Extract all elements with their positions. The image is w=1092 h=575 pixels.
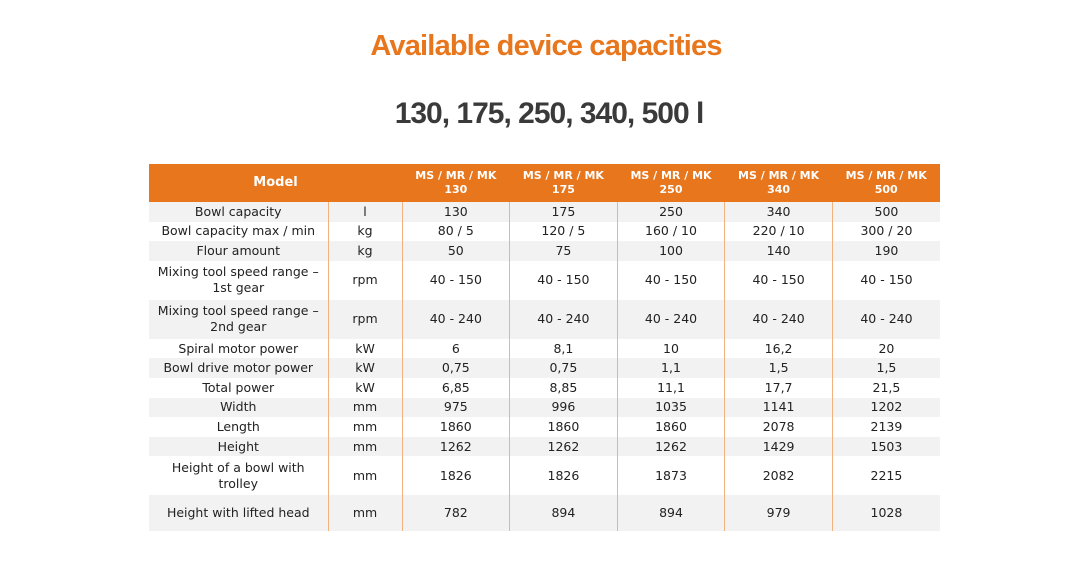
table-cell: 1860: [510, 417, 618, 437]
row-unit: kW: [328, 358, 402, 378]
table-row-width: [149, 398, 940, 418]
table-cell: 1,1: [617, 358, 725, 378]
row-unit: mm: [328, 398, 402, 418]
table-cell: 40 - 240: [402, 300, 510, 339]
table-cell: 2082: [725, 456, 833, 495]
row-label: Height: [149, 437, 328, 457]
model-header-175: [510, 164, 618, 202]
table-cell: 40 - 150: [725, 261, 833, 300]
table-cell: 40 - 150: [617, 261, 725, 300]
table-cell: 1860: [617, 417, 725, 437]
model-series: MS / MR / MK: [845, 169, 927, 182]
model-series: MS / MR / MK: [522, 169, 604, 182]
table-cell: 1429: [725, 437, 833, 457]
table-row-flour-amount: [149, 241, 940, 261]
row-label: Height with lifted head: [149, 495, 328, 531]
table-cell: 8,1: [510, 339, 618, 359]
model-header-340: [725, 164, 833, 202]
table-cell: 120 / 5: [510, 222, 618, 242]
table-cell: 1202: [832, 398, 940, 418]
table-cell: 300 / 20: [832, 222, 940, 242]
table-row-total-power: [149, 378, 940, 398]
row-unit: l: [328, 202, 402, 222]
row-unit: mm: [328, 495, 402, 531]
table-row-length: [149, 417, 940, 437]
table-cell: 1141: [725, 398, 833, 418]
row-unit: rpm: [328, 261, 402, 300]
table-row-speed-1st-gear: [149, 261, 940, 300]
table-cell: 1262: [617, 437, 725, 457]
table-cell: 500: [832, 202, 940, 222]
table-cell: 1826: [510, 456, 618, 495]
table-row-bowl-capacity: [149, 202, 940, 222]
table-cell: 40 - 240: [725, 300, 833, 339]
row-unit: kg: [328, 241, 402, 261]
table-cell: 0,75: [510, 358, 618, 378]
model-header-250: [617, 164, 725, 202]
table-row-height-lifted-head: [149, 495, 940, 531]
model-size: 250: [659, 183, 683, 196]
table-row-speed-2nd-gear: [149, 300, 940, 339]
table-row-height: [149, 437, 940, 457]
model-size: 175: [551, 183, 575, 196]
table-cell: 75: [510, 241, 618, 261]
model-header: Model: [149, 164, 402, 202]
table-cell: 20: [832, 339, 940, 359]
table-cell: 894: [617, 495, 725, 531]
table-cell: 17,7: [725, 378, 833, 398]
table-cell: 220 / 10: [725, 222, 833, 242]
table-cell: 21,5: [832, 378, 940, 398]
table-cell: 1028: [832, 495, 940, 531]
row-label: Bowl capacity max / min: [149, 222, 328, 242]
row-label: Height of a bowl with trolley: [149, 456, 328, 495]
table-cell: 1,5: [832, 358, 940, 378]
row-label: Bowl capacity: [149, 202, 328, 222]
table-cell: 160 / 10: [617, 222, 725, 242]
table-cell: 40 - 240: [832, 300, 940, 339]
model-series: MS / MR / MK: [738, 169, 820, 182]
table-row-spiral-motor-power: [149, 339, 940, 359]
capacities-subtitle: 130, 175, 250, 340, 500 l: [394, 97, 704, 130]
table-cell: 340: [725, 202, 833, 222]
model-size: 130: [444, 183, 468, 196]
table-cell: 40 - 240: [617, 300, 725, 339]
row-label: Width: [149, 398, 328, 418]
table-cell: 11,1: [617, 378, 725, 398]
table-cell: 894: [510, 495, 618, 531]
table-cell: 6,85: [402, 378, 510, 398]
table-cell: 175: [510, 202, 618, 222]
table-cell: 979: [725, 495, 833, 531]
table-cell: 1873: [617, 456, 725, 495]
row-unit: kW: [328, 339, 402, 359]
row-label: Mixing tool speed range – 1st gear: [149, 261, 328, 300]
table-cell: 6: [402, 339, 510, 359]
row-unit: kW: [328, 378, 402, 398]
table-cell: 16,2: [725, 339, 833, 359]
model-size: 500: [874, 183, 898, 196]
table-cell: 40 - 150: [402, 261, 510, 300]
table-cell: 1,5: [725, 358, 833, 378]
table-cell: 8,85: [510, 378, 618, 398]
model-size: 340: [767, 183, 791, 196]
row-unit: mm: [328, 456, 402, 495]
row-label: Bowl drive motor power: [149, 358, 328, 378]
page-title: Available device capacities: [370, 30, 722, 62]
model-header-500: [832, 164, 940, 202]
table-cell: 1826: [402, 456, 510, 495]
model-header-130: [402, 164, 510, 202]
table-cell: 80 / 5: [402, 222, 510, 242]
row-unit: mm: [328, 417, 402, 437]
table-row-height-bowl-trolley: [149, 456, 940, 495]
row-unit: rpm: [328, 300, 402, 339]
table-header-row: [149, 164, 940, 202]
table-cell: 1503: [832, 437, 940, 457]
table-cell: 975: [402, 398, 510, 418]
table-cell: 190: [832, 241, 940, 261]
table-cell: 1262: [510, 437, 618, 457]
table-cell: 140: [725, 241, 833, 261]
table-cell: 996: [510, 398, 618, 418]
table-cell: 50: [402, 241, 510, 261]
table-cell: 100: [617, 241, 725, 261]
table-cell: 40 - 240: [510, 300, 618, 339]
table-cell: 250: [617, 202, 725, 222]
table-cell: 40 - 150: [510, 261, 618, 300]
table-cell: 782: [402, 495, 510, 531]
table-cell: 10: [617, 339, 725, 359]
table-row-bowl-drive-motor-power: [149, 358, 940, 378]
row-label: Spiral motor power: [149, 339, 328, 359]
table-cell: 1262: [402, 437, 510, 457]
model-series: MS / MR / MK: [630, 169, 712, 182]
table-cell: 130: [402, 202, 510, 222]
row-label: Total power: [149, 378, 328, 398]
row-label: Length: [149, 417, 328, 437]
table-cell: 2139: [832, 417, 940, 437]
row-label: Mixing tool speed range – 2nd gear: [149, 300, 328, 339]
table-cell: 1860: [402, 417, 510, 437]
table-cell: 2215: [832, 456, 940, 495]
table-cell: 1035: [617, 398, 725, 418]
row-label: Flour amount: [149, 241, 328, 261]
row-unit: kg: [328, 222, 402, 242]
table-cell: 2078: [725, 417, 833, 437]
specifications-table: [149, 164, 940, 531]
table-cell: 0,75: [402, 358, 510, 378]
table-cell: 40 - 150: [832, 261, 940, 300]
table-row-bowl-capacity-max-min: [149, 222, 940, 242]
row-unit: mm: [328, 437, 402, 457]
model-series: MS / MR / MK: [415, 169, 497, 182]
